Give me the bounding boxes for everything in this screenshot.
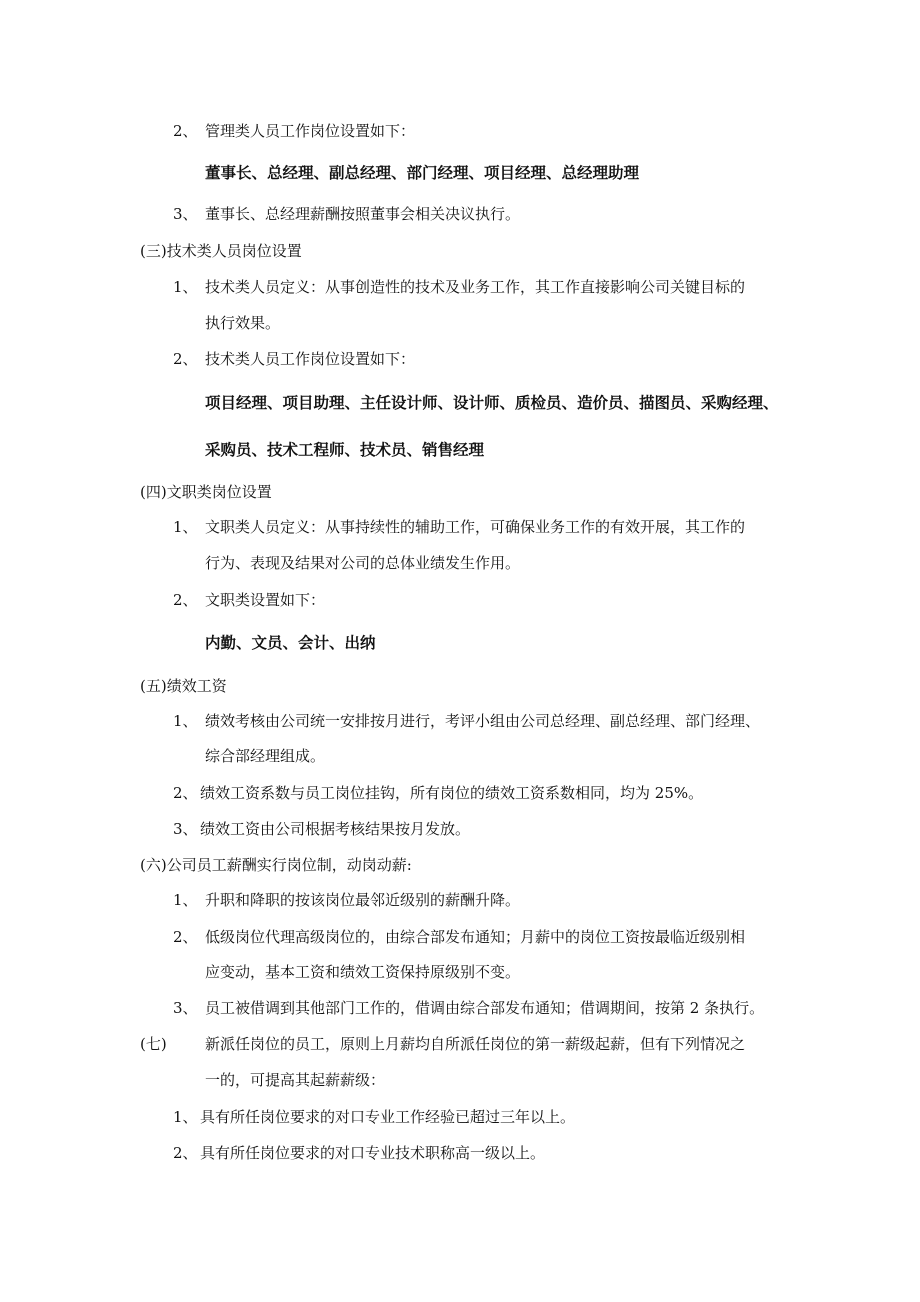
section-heading: (四)文职类岗位设置 (140, 483, 272, 501)
section-heading: (三)技术类人员岗位设置 (140, 242, 302, 260)
item-text: 具有所任岗位要求的对口专业技术职称高一级以上。 (200, 1144, 546, 1162)
item-text-continuation: 综合部经理组成。 (205, 747, 326, 765)
item-number: 1、 (173, 278, 198, 296)
item-text: 绩效工资由公司根据考核结果按月发放。 (200, 820, 471, 838)
item-text: 升职和降职的按该岗位最邻近级别的薪酬升降。 (205, 891, 521, 909)
item-text: 绩效工资系数与员工岗位挂钩，所有岗位的绩效工资系数相同，均为 25%。 (200, 784, 704, 802)
section-heading: (五)绩效工资 (140, 677, 227, 695)
item-number: 3、 (173, 999, 198, 1017)
position-list: 内勤、文员、会计、出纳 (205, 634, 376, 652)
item-number: 2、 (173, 122, 198, 140)
item-number: 1、 (173, 1108, 198, 1126)
item-text: 技术类人员定义：从事创造性的技术及业务工作，其工作直接影响公司关键目标的 (205, 278, 746, 296)
section-number: (七) (140, 1035, 167, 1053)
item-text: 文职类人员定义：从事持续性的辅助工作，可确保业务工作的有效开展，其工作的 (205, 518, 746, 536)
item-text: 绩效考核由公司统一安排按月进行，考评小组由公司总经理、副总经理、部门经理、 (205, 712, 761, 730)
item-text: 新派任岗位的员工，原则上月薪均自所派任岗位的第一薪级起薪，但有下列情况之 (205, 1035, 746, 1053)
item-number: 3、 (173, 820, 198, 838)
item-number: 2、 (173, 350, 198, 368)
item-number: 2、 (173, 784, 198, 802)
item-text-continuation: 执行效果。 (205, 314, 281, 332)
item-text: 员工被借调到其他部门工作的，借调由综合部发布通知；借调期间，按第 2 条执行。 (205, 999, 765, 1017)
item-text-continuation: 应变动，基本工资和绩效工资保持原级别不变。 (205, 963, 521, 981)
item-text: 具有所任岗位要求的对口专业工作经验已超过三年以上。 (200, 1108, 576, 1126)
position-list: 董事长、总经理、副总经理、部门经理、项目经理、总经理助理 (205, 164, 640, 182)
item-number: 1、 (173, 712, 198, 730)
item-text: 管理类人员工作岗位设置如下： (205, 122, 416, 140)
item-text-continuation: 行为、表现及结果对公司的总体业绩发生作用。 (205, 554, 521, 572)
item-text: 低级岗位代理高级岗位的，由综合部发布通知；月薪中的岗位工资按最临近级别相 (205, 928, 746, 946)
position-list: 项目经理、项目助理、主任设计师、设计师、质检员、造价员、描图员、采购经理、 (205, 394, 779, 412)
item-number: 1、 (173, 891, 198, 909)
position-list: 采购员、技术工程师、技术员、销售经理 (205, 441, 485, 459)
item-text: 文职类设置如下： (205, 591, 326, 609)
item-number: 2、 (173, 1144, 198, 1162)
item-number: 3、 (173, 205, 198, 223)
item-number: 2、 (173, 591, 198, 609)
item-text: 技术类人员工作岗位设置如下： (205, 350, 416, 368)
item-number: 1、 (173, 518, 198, 536)
section-heading: (六)公司员工薪酬实行岗位制，动岗动薪: (140, 856, 412, 874)
item-text: 董事长、总经理薪酬按照董事会相关决议执行。 (205, 205, 521, 223)
item-number: 2、 (173, 928, 198, 946)
item-text-continuation: 一的，可提高其起薪薪级： (205, 1071, 386, 1089)
